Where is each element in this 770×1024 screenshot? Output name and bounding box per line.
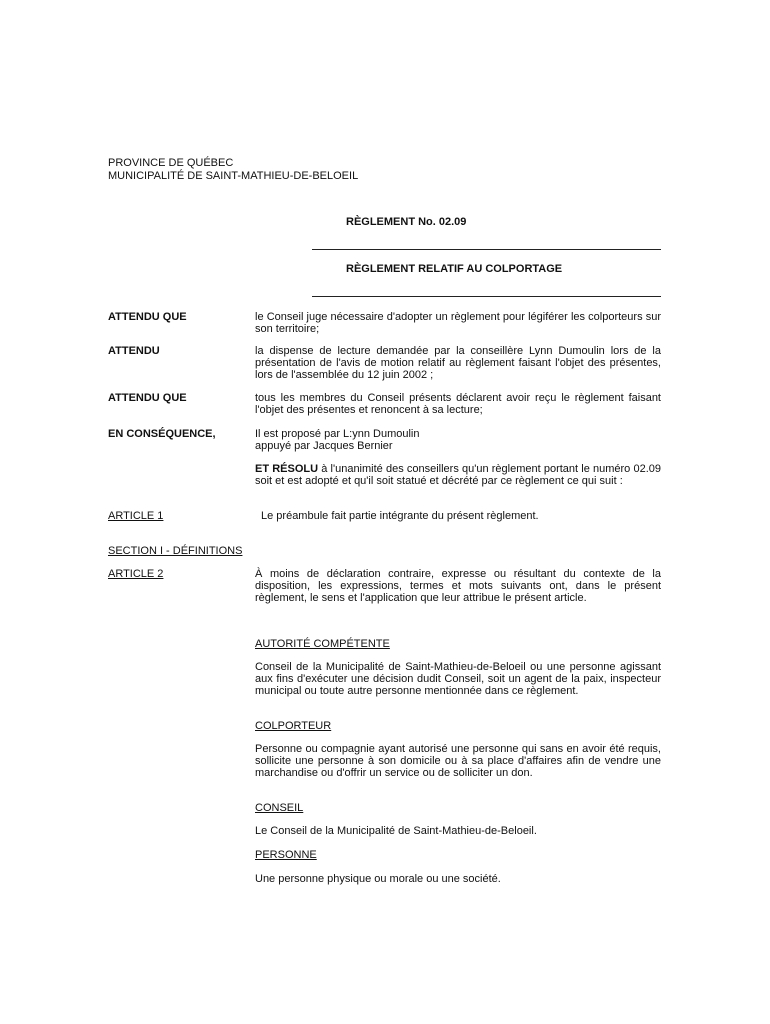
definition-text: Une personne physique ou morale ou une société. — [255, 873, 501, 885]
resolution-text — [255, 463, 661, 487]
seconder-line: appuyé par Jacques Bernier — [255, 440, 393, 452]
clause-text: tous les membres du Conseil présents déclarent avoir reçu le règlement faisant l'objet des présentes et renoncent à sa lecture; — [255, 392, 661, 416]
municipality-heading: MUNICIPALITÉ DE SAINT-MATHIEU-DE-BELOEIL — [108, 170, 359, 182]
article1-text: Le préambule fait partie intégrante du présent règlement. — [261, 510, 539, 522]
clause-label: ATTENDU — [108, 345, 160, 357]
reglement-subject: RÈGLEMENT RELATIF AU COLPORTAGE — [346, 263, 563, 275]
reglement-number: RÈGLEMENT No. 02.09 — [346, 216, 467, 228]
clause-text: le Conseil juge nécessaire d'adopter un règlement pour légiférer les colporteurs sur son territoire; — [255, 311, 661, 335]
resolution-body: à l'unanimité des conseillers qu'un règlement portant le numéro 02.09 soit et est adopté et qu'il soit statué et décrété par ce règlement ce qui suit : — [255, 463, 661, 487]
clause-text: la dispense de lecture demandée par la conseillère Lynn Dumoulin lors de la présentation de l'avis de motion relatif au règlement faisant l'objet des présentes, lors de l'assemblée du 12 juin 2002 ; — [255, 345, 661, 381]
proposer-line: Il est proposé par L:ynn Dumoulin — [255, 428, 420, 440]
definition-text: Personne ou compagnie ayant autorisé une personne qui sans en avoir été requis, sollicite une personne à son domicile ou à sa place d'affaires afin de vendre une marchandise ou d'offrir un service ou de solliciter un don. — [255, 743, 661, 779]
section-title: SECTION I - DÉFINITIONS — [108, 545, 243, 557]
resolution-lead: ET RÉSOLU — [255, 463, 319, 475]
definition-text: Le Conseil de la Municipalité de Saint-Mathieu-de-Beloeil. — [255, 825, 537, 837]
title-rule-top — [312, 249, 661, 250]
definition-term: AUTORITÉ COMPÉTENTE — [255, 638, 390, 650]
definition-text: Conseil de la Municipalité de Saint-Mathieu-de-Beloeil ou une personne agissant aux fins d'exécuter une décision dudit Conseil, soit un agent de la paix, inspecteur municipal ou toute autre personne mentionnée dans ce règlement. — [255, 661, 661, 697]
definition-term: CONSEIL — [255, 802, 304, 814]
title-rule-bottom — [312, 296, 661, 297]
article2-label: ARTICLE 2 — [108, 568, 164, 580]
article2-text: À moins de déclaration contraire, expresse ou résultant du contexte de la disposition, les expressions, termes et mots suivants ont, dans le présent règlement, le sens et l'application que leur attribue le présent article. — [255, 568, 661, 604]
definition-term: PERSONNE — [255, 849, 317, 861]
clause-label: ATTENDU QUE — [108, 392, 187, 404]
clause-label: ATTENDU QUE — [108, 311, 187, 323]
clause-label: EN CONSÉQUENCE, — [108, 428, 216, 440]
definition-term: COLPORTEUR — [255, 720, 332, 732]
province-heading: PROVINCE DE QUÉBEC — [108, 157, 234, 169]
article1-label: ARTICLE 1 — [108, 510, 164, 522]
